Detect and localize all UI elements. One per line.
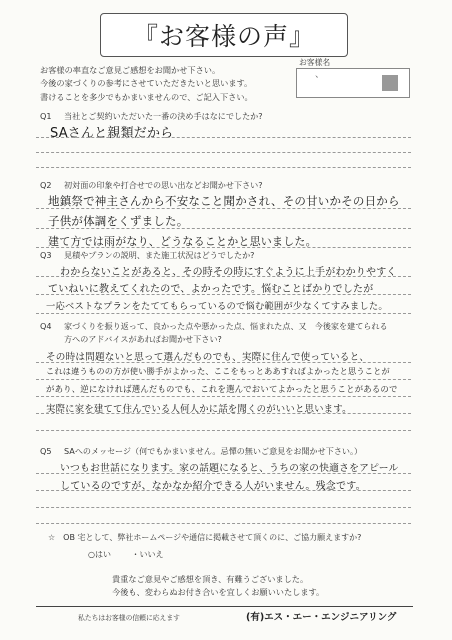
answer-line: 実際に家を建てて住んでいる人何人かに話を聞くのがいいと思います。 <box>46 404 352 415</box>
option-yes[interactable]: ○はい <box>88 550 111 559</box>
answer-line: 一応ベストなプランをたててもらっているので悩む範囲が少なくてすみました。 <box>46 301 388 312</box>
question-text: 見積やプランの説明、また施工状況はどうでしたか? <box>64 250 255 260</box>
answer-line: しているのですが、なかなか紹介できる人がいません。残念です。 <box>60 481 366 492</box>
thanks-line: 今後も、変わらぬお付き合いを宜しくお願いいたします。 <box>112 587 325 598</box>
answer-rule <box>36 430 411 431</box>
answer-rule <box>36 294 411 295</box>
intro-line: 今後の家づくりの参考にさせていただきたいと思います。 <box>40 78 253 89</box>
answer-line: ていねいに教えてくれたので、よかったです。悩むことばかりでしたが <box>48 284 374 295</box>
footer-tagline: 私たちはお客様の信頼に応えます <box>78 614 180 622</box>
ob-consent-question: ☆ OB 宅として、弊社ホームページや通信に掲載させて頂くのに、ご協力願えますか? <box>48 533 362 542</box>
question-number: Q2 <box>40 180 52 190</box>
answer-rule <box>36 396 411 397</box>
question-q5 <box>40 446 362 457</box>
answer-line: 建て方では雨がなり、どうなることかと思いました。 <box>48 235 317 248</box>
answer-rule <box>36 523 411 524</box>
customer-name-field <box>296 68 410 98</box>
question-text: 初対面の印象や打合せでの思い出などお聞かせ下さい? <box>64 180 263 190</box>
answer-rule <box>36 276 411 277</box>
customer-name-mark: 、 <box>315 70 325 80</box>
answer-line: これは違うものの方が使い勝手がよかった、ここをもっとああすればよかったと思うことが <box>46 366 390 376</box>
intro-line: お客様の率直なご意見ご感想をお聞かせ下さい。 <box>40 65 221 75</box>
question-number: Q4 <box>40 321 52 331</box>
answer-line: 子供が体調をくずました。 <box>48 214 189 228</box>
question-q3 <box>40 250 254 261</box>
title-box <box>100 13 348 57</box>
ob-consent-options <box>88 549 182 560</box>
answer-rule <box>36 379 411 380</box>
answer-rule <box>36 228 411 229</box>
answer-rule <box>36 167 411 168</box>
answer-rule <box>36 362 411 363</box>
question-number: Q5 <box>40 446 52 456</box>
answer-rule <box>36 490 411 491</box>
question-text: SAへのメッセージ（何でもかまいません。忌憚の無いご意見をお聞かせ下さい。） <box>64 446 363 456</box>
answer-line: わからないことがあると、その時その時にすぐように上手がわかりやすく <box>60 267 397 278</box>
answer-rule <box>36 247 411 248</box>
thanks-line: 貴重なご意見やご感想を頂き、有難うございました。 <box>112 574 309 584</box>
answer-rule <box>36 313 411 314</box>
redaction-square <box>382 75 398 91</box>
question-number: Q1 <box>40 111 52 121</box>
intro-text <box>40 64 253 104</box>
question-q4 <box>40 321 388 332</box>
question-q2 <box>40 180 263 191</box>
footer-divider <box>36 606 413 607</box>
question-text: 当社とご契約いただいた一番の決め手はなにでしたか? <box>64 111 263 121</box>
page-title: 『お客様の声』 <box>132 22 315 51</box>
answer-rule <box>36 152 411 153</box>
answer-rule <box>36 137 411 138</box>
answer-line: 地鎮祭で神主さんから不安なこと聞かされ、その甘いかその日から <box>48 194 400 208</box>
answer-rule <box>36 413 411 414</box>
answer-line: その時は問題ないと思って選んだものでも、実際に住んで使っていると、 <box>46 352 370 363</box>
answer-rule <box>36 473 411 474</box>
answer-line: SAさんと親類だから <box>50 126 174 141</box>
intro-line: 書けることを多少でもかまいませんので、ご記入下さい。 <box>40 91 253 102</box>
thanks-message <box>112 573 324 600</box>
answer-line: があり、逆になければ選んだものでも、これを選んでおいてよかったと思うことがあるので <box>46 384 398 394</box>
answer-line: いつもお世話になります。家の話題になると、うちの家の快適さをアピール <box>60 463 399 474</box>
question-q1 <box>40 111 263 122</box>
answer-rule <box>36 208 411 209</box>
question-text: 家づくりを振り返って、良かった点や悪かった点、悩まれた点、又 今後家を建てられる <box>64 321 388 331</box>
answer-rule <box>36 507 411 508</box>
customer-name-label: お客様名 <box>299 58 331 67</box>
question-q4-continued: 方へのアドバイスがあればお聞かせ下さい? <box>64 334 222 344</box>
question-number: Q3 <box>40 250 52 260</box>
option-no[interactable]: ・いいえ <box>131 550 164 559</box>
company-name: (有)エス・エー・エンジニアリング <box>246 612 397 623</box>
